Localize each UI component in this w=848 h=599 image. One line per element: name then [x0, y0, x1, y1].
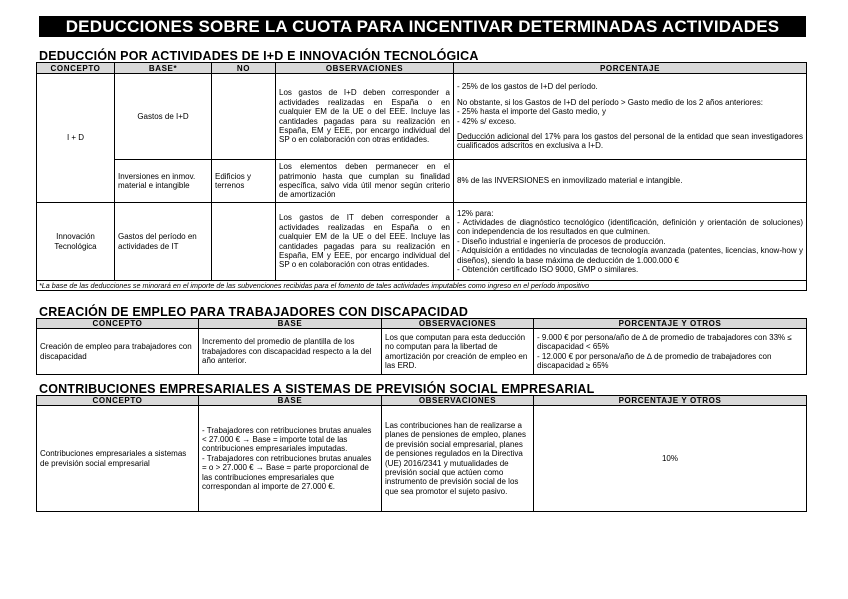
header-base: BASE*	[115, 63, 212, 74]
table-header-row	[37, 63, 807, 74]
cell-porcentaje: 10%	[534, 406, 807, 512]
section-title-prevision: CONTRIBUCIONES EMPRESARIALES A SISTEMAS DE PREVISIÓN SOCIAL EMPRESARIAL	[39, 382, 595, 396]
header-base: BASE	[199, 396, 382, 406]
section-title-discapacidad: CREACIÓN DE EMPLEO PARA TRABAJADORES CON DISCAPACIDAD	[39, 305, 469, 319]
pct-line: - Adquisición a entidades no vinculadas de tecnología avanzada (patentes, licencias, know-how y diseños), siendo la base máxima de deducción de 1.000.000 €	[457, 246, 803, 265]
header-no: NO	[212, 63, 276, 74]
header-base: BASE	[199, 319, 382, 329]
cell-porcentaje	[454, 203, 807, 281]
footnote-row	[37, 281, 807, 291]
table-row	[37, 406, 807, 512]
header-concepto: CONCEPTO	[37, 63, 115, 74]
section-title-id-innovation: DEDUCCIÓN POR ACTIVIDADES DE I+D E INNOVACIÓN TECNOLÓGICA	[39, 49, 479, 63]
cell-porcentaje: 8% de las INVERSIONES en inmovilizado material e intangible.	[454, 160, 807, 203]
cell-no	[212, 203, 276, 281]
cell-base: Gastos de I+D	[115, 74, 212, 160]
table-row	[37, 329, 807, 375]
table-row	[37, 203, 807, 281]
cell-base: Incremento del promedio de plantilla de los trabajadores con discapacidad respecto a la del año anterior.	[199, 329, 382, 375]
cell-observaciones: Las contribuciones han de realizarse a planes de pensiones de empleo, planes de previsión social empresarial, planes de pensiones regulados en la Directiva (UE) 2016/2341 y mutualidades de previsión social que actúen como instrumento de previsión social de los que sea promotor el sujeto pasivo.	[382, 406, 534, 512]
table-row	[37, 160, 807, 203]
header-observaciones: OBSERVACIONES	[382, 319, 534, 329]
cell-base: Gastos del período en actividades de IT	[115, 203, 212, 281]
pct-line: - Obtención certificado ISO 9000, GMP o similares.	[457, 265, 639, 275]
table-header-row	[37, 319, 807, 329]
pct-line: No obstante, si los Gastos de I+D del período > Gasto medio de los 2 años anteriores:	[457, 97, 763, 107]
table-discapacidad	[36, 318, 807, 375]
cell-porcentaje	[454, 74, 807, 160]
pct-line	[457, 132, 803, 151]
cell-concepto: Creación de empleo para trabajadores con discapacidad	[37, 329, 199, 375]
header-concepto: CONCEPTO	[37, 319, 199, 329]
table-header-row	[37, 396, 807, 406]
table-prevision	[36, 395, 807, 512]
cell-base: Inversiones en inmov. material e intangible	[115, 160, 212, 203]
cell-concepto: Contribuciones empresariales a sistemas de previsión social empresarial	[37, 406, 199, 512]
pct-line: 12% para:	[457, 208, 494, 218]
pct-underlined: Deducción adicional	[457, 131, 529, 141]
table-id-innovation	[36, 62, 807, 291]
header-porcentaje: PORCENTAJE	[454, 63, 807, 74]
pct-line: - Actividades de diagnóstico tecnológico (identificación, definición y orientación de soluciones) con independencia de los resultados en que culminen.	[457, 217, 803, 237]
header-porcentaje: PORCENTAJE Y OTROS	[534, 319, 807, 329]
page-title: DEDUCCIONES SOBRE LA CUOTA PARA INCENTIVAR DETERMINADAS ACTIVIDADES	[39, 16, 806, 37]
cell-no	[212, 74, 276, 160]
table-row	[37, 74, 807, 160]
pct-line: - 25% de los gastos de I+D del período.	[457, 82, 598, 92]
header-observaciones: OBSERVACIONES	[382, 396, 534, 406]
cell-concepto-id: I + D	[37, 74, 115, 203]
cell-observaciones: Los que computan para esta deducción no computan para la libertad de amortización por creación de empleo en las ERD.	[382, 329, 534, 375]
cell-observaciones: Los gastos de I+D deben corresponder a actividades realizadas en España o en cualquier EM de la UE o del EEE. Incluye las cantidades pagadas para su realización en España, EM y EEE, por encargo individual del SP o en colaboración con otras entidades.	[276, 74, 454, 160]
pct-line: - 42% s/ exceso.	[457, 116, 517, 126]
header-porcentaje: PORCENTAJE Y OTROS	[534, 396, 807, 406]
pct-line: - Diseño industrial e ingeniería de procesos de producción.	[457, 236, 666, 246]
pct-line: - 12.000 € por persona/año de ∆ de promedio de trabajadores con discapacidad ≥ 65%	[537, 351, 772, 370]
header-concepto: CONCEPTO	[37, 396, 199, 406]
pct-line: - 25% hasta el importe del Gasto medio, y	[457, 107, 606, 117]
cell-observaciones: Los gastos de IT deben corresponder a actividades realizadas en España o en cualquier EM de la UE o del EEE. Incluye las cantidades pagadas para su realización en España, EM y EEE, por encargo individual del SP o en colaboración con otras entidades.	[276, 203, 454, 281]
pct-line: - 9.000 € por persona/año de ∆ de promedio de trabajadores con 33% ≤ discapacidad < 65%	[537, 332, 792, 352]
pct-rest: del 17% para los gastos del personal de la entidad que sean investigadores cualificados adscritos en exclusiva a I+D.	[457, 131, 803, 151]
cell-porcentaje	[534, 329, 807, 375]
cell-base	[199, 406, 382, 512]
cell-observaciones: Los elementos deben permanecer en el patrimonio hasta que cumplan su finalidad específica, salvo vida útil menor según criterio de amortización	[276, 160, 454, 203]
cell-no: Edificios y terrenos	[212, 160, 276, 203]
header-observaciones: OBSERVACIONES	[276, 63, 454, 74]
cell-concepto-it: Innovación Tecnológica	[37, 203, 115, 281]
base-line: - Trabajadores con retribuciones brutas anuales < 27.000 € → Base = importe total de las contribuciones empresariales imputadas.	[202, 425, 372, 454]
base-line: - Trabajadores con retribuciones brutas anuales = o > 27.000 € → Base = parte proporcional de las contribuciones empresariales que correspondan al importe de 27.000 €.	[202, 453, 372, 492]
footnote: *La base de las deducciones se minorará en el importe de las subvenciones recibidas para el fomento de tales actividades imputables como ingreso en el período impositivo	[37, 281, 807, 291]
